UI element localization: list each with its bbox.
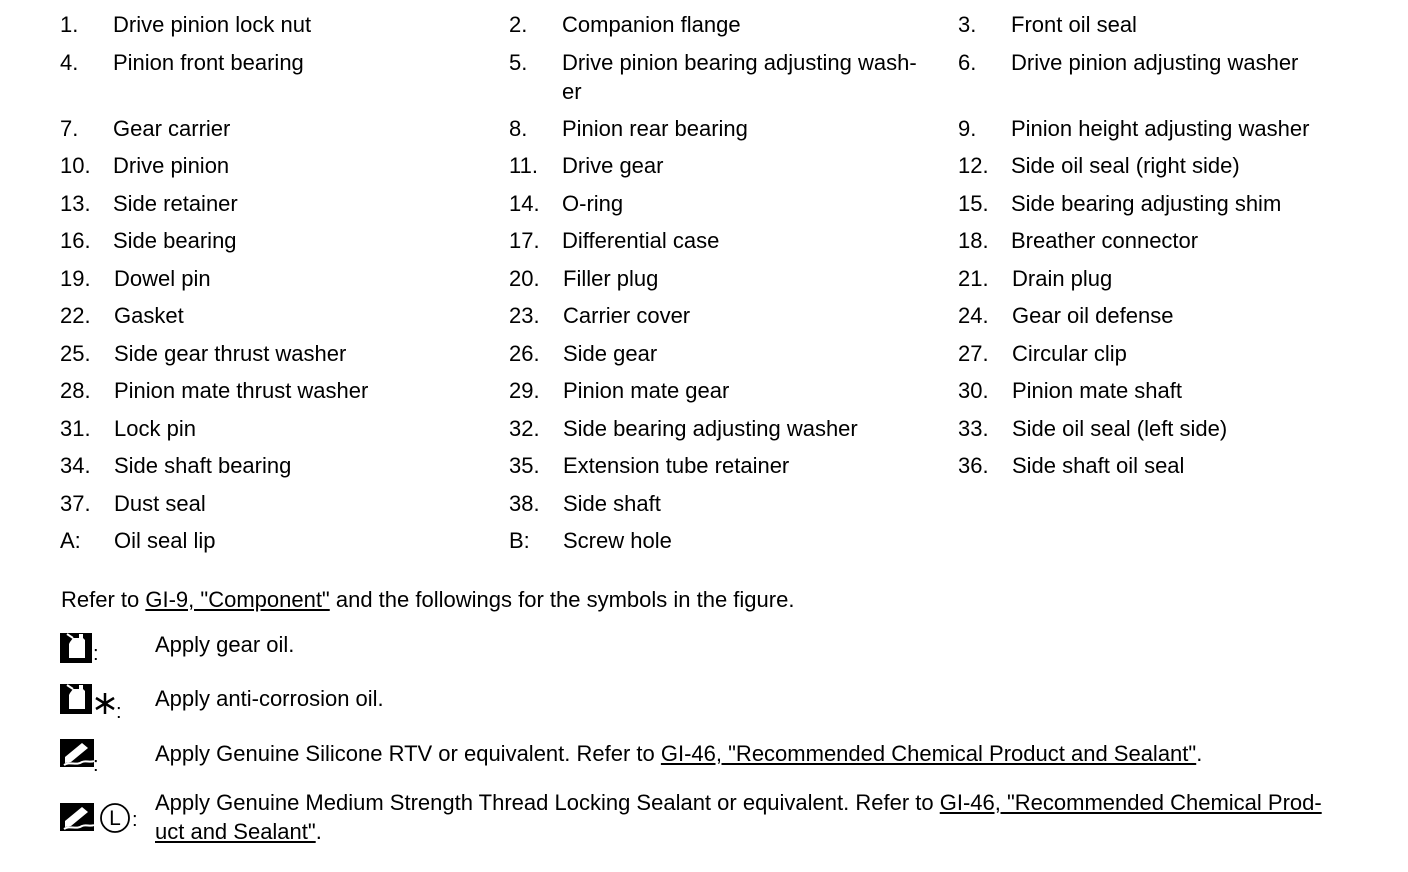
svg-text::: : bbox=[116, 701, 122, 723]
part-number: 31. bbox=[60, 415, 91, 441]
part-number: 28. bbox=[60, 378, 91, 403]
part-number: A: bbox=[60, 528, 81, 553]
symbol-text-gear-oil: Apply gear oil. bbox=[155, 632, 295, 657]
part-name: Side bearing adjusting washer bbox=[563, 415, 858, 441]
part-name: Side bearing adjusting shim bbox=[1011, 190, 1282, 216]
gi-46-link-thread-locking[interactable]: GI-46, "Recommended Chemical Prod- uct and Sealant" bbox=[155, 790, 1322, 844]
part-name: Pinion mate gear bbox=[563, 378, 730, 403]
part-name: Circular clip bbox=[1012, 340, 1127, 366]
part-number: 32. bbox=[509, 415, 540, 441]
part-name: Drive gear bbox=[562, 153, 664, 178]
part-number: 26. bbox=[509, 340, 540, 366]
part-number: 9. bbox=[958, 115, 977, 141]
gi-9-component-link[interactable]: GI-9, "Component" bbox=[145, 587, 330, 612]
part-name: Companion flange bbox=[562, 12, 741, 37]
symbol-text-anti-corrosion-oil: Apply anti-corrosion oil. bbox=[155, 686, 384, 711]
part-number: 20. bbox=[509, 265, 540, 291]
part-name: Drive pinion bearing adjusting wash- er bbox=[562, 49, 917, 104]
part-name: Pinion front bearing bbox=[113, 49, 304, 75]
part-number: 10. bbox=[60, 153, 91, 178]
parts-row bbox=[60, 189, 1400, 227]
parts-row bbox=[60, 10, 1400, 48]
part-name: Oil seal lip bbox=[114, 528, 216, 553]
svg-text:L: L bbox=[109, 807, 121, 830]
parts-row bbox=[60, 526, 1400, 564]
thread-locking-sealant-icon bbox=[60, 802, 150, 842]
part-name: Pinion height adjusting washer bbox=[1011, 115, 1310, 141]
part-name: Dowel pin bbox=[114, 265, 211, 291]
part-number: 13. bbox=[60, 190, 91, 216]
part-number: 38. bbox=[509, 490, 540, 516]
part-name: Side shaft oil seal bbox=[1012, 453, 1185, 478]
part-name: Pinion mate shaft bbox=[1012, 378, 1182, 403]
part-number: 36. bbox=[958, 453, 989, 478]
part-name: Gasket bbox=[114, 303, 184, 328]
parts-row bbox=[60, 301, 1400, 339]
parts-list bbox=[60, 10, 1400, 564]
part-name: Drain plug bbox=[1012, 265, 1113, 291]
part-number: 19. bbox=[60, 265, 91, 291]
part-number: 1. bbox=[60, 12, 79, 37]
part-number: 4. bbox=[60, 49, 79, 75]
part-name: Drive pinion adjusting washer bbox=[1011, 49, 1299, 75]
part-name: Drive pinion lock nut bbox=[113, 12, 312, 37]
part-name: Dust seal bbox=[114, 490, 206, 516]
part-number: 37. bbox=[60, 490, 91, 516]
part-number: 25. bbox=[60, 340, 91, 366]
parts-row bbox=[60, 114, 1400, 152]
silicone-rtv-icon bbox=[60, 739, 150, 779]
part-name: Side bearing bbox=[113, 228, 237, 253]
part-number: 16. bbox=[60, 228, 91, 253]
part-number: 34. bbox=[60, 453, 91, 478]
part-number: 2. bbox=[509, 12, 528, 37]
part-name: Screw hole bbox=[563, 528, 672, 553]
parts-row bbox=[60, 414, 1400, 452]
symbol-text-thread-locking: Apply Genuine Medium Strength Thread Locking Sealant or equivalent. Refer to GI-46, "Recommended Chemical Prod- uct and Sealant". bbox=[155, 790, 1322, 844]
part-name: Carrier cover bbox=[563, 303, 691, 328]
refer-prefix: Refer to bbox=[61, 587, 146, 612]
part-number: 8. bbox=[509, 115, 528, 141]
part-name: Breather connector bbox=[1011, 228, 1199, 253]
part-name: Side retainer bbox=[113, 190, 238, 216]
parts-row bbox=[60, 226, 1400, 264]
part-number: 33. bbox=[958, 415, 989, 441]
gi-46-link-silicone[interactable]: GI-46, "Recommended Chemical Product and Sealant" bbox=[660, 741, 1197, 766]
part-number: 11. bbox=[509, 153, 538, 178]
parts-row bbox=[60, 451, 1400, 489]
part-name: Side gear bbox=[563, 340, 658, 366]
part-number: 29. bbox=[509, 378, 540, 403]
part-name: Gear oil defense bbox=[1012, 303, 1174, 328]
anti-corrosion-oil-icon bbox=[60, 684, 150, 724]
part-number: B: bbox=[509, 528, 530, 553]
gear-oil-icon bbox=[60, 630, 150, 670]
symbol-text-silicone-rtv: Apply Genuine Silicone RTV or equivalent. Refer to GI-46, "Recommended Chemical Product and Sealant". bbox=[155, 741, 1203, 766]
part-name: Side oil seal (left side) bbox=[1012, 415, 1228, 441]
parts-row bbox=[60, 376, 1400, 414]
part-number: 27. bbox=[958, 340, 989, 366]
refer-suffix: and the followings for the symbols in the figure. bbox=[329, 587, 795, 612]
parts-row bbox=[60, 339, 1400, 377]
part-name: O-ring bbox=[562, 190, 624, 216]
part-number: 22. bbox=[60, 303, 91, 328]
part-name: Filler plug bbox=[563, 265, 659, 291]
parts-row bbox=[60, 264, 1400, 302]
part-number: 5. bbox=[509, 49, 528, 75]
part-number: 12. bbox=[958, 153, 989, 178]
svg-text::: : bbox=[132, 809, 138, 831]
part-number: 6. bbox=[958, 49, 977, 75]
part-name: Lock pin bbox=[114, 415, 196, 441]
part-name: Side oil seal (right side) bbox=[1011, 153, 1240, 178]
part-number: 7. bbox=[60, 115, 79, 141]
symbol-reference-note bbox=[61, 585, 794, 614]
part-number: 18. bbox=[958, 228, 989, 253]
parts-row bbox=[60, 489, 1400, 527]
part-name: Gear carrier bbox=[113, 115, 231, 141]
part-number: 24. bbox=[958, 303, 989, 328]
parts-row bbox=[60, 48, 1400, 114]
part-name: Side gear thrust washer bbox=[114, 340, 347, 366]
part-number: 30. bbox=[958, 378, 989, 403]
part-number: 15. bbox=[958, 190, 989, 216]
part-name: Pinion rear bearing bbox=[562, 115, 748, 141]
svg-text::: : bbox=[93, 754, 99, 776]
part-number: 14. bbox=[509, 190, 540, 216]
part-name: Side shaft bbox=[563, 490, 661, 516]
part-name: Differential case bbox=[562, 228, 720, 253]
part-name: Front oil seal bbox=[1011, 12, 1137, 37]
part-number: 23. bbox=[509, 303, 540, 328]
parts-row bbox=[60, 151, 1400, 189]
part-number: 3. bbox=[958, 12, 977, 37]
part-name: Pinion mate thrust washer bbox=[114, 378, 369, 403]
part-name: Drive pinion bbox=[113, 153, 230, 178]
part-name: Side shaft bearing bbox=[114, 453, 292, 478]
part-number: 17. bbox=[509, 228, 540, 253]
part-number: 21. bbox=[958, 265, 989, 291]
part-name: Extension tube retainer bbox=[563, 453, 790, 478]
svg-text::: : bbox=[93, 643, 99, 665]
part-number: 35. bbox=[509, 453, 540, 478]
